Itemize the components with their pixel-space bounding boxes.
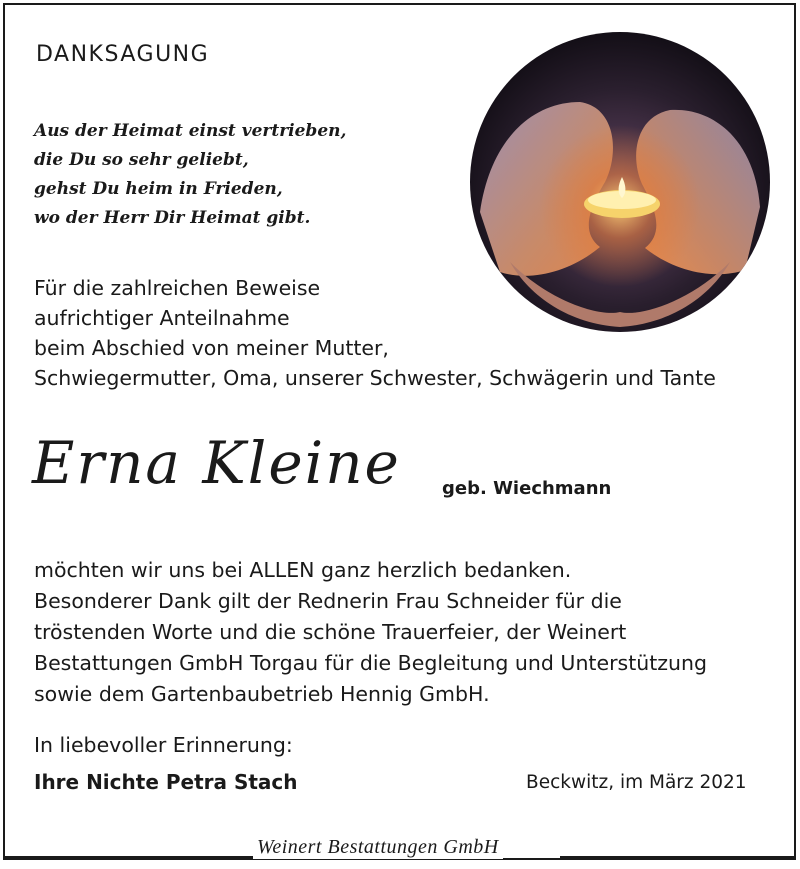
thanks-line: sowie dem Gartenbaubetrieb Hennig GmbH. [34,682,490,706]
deceased-name: Erna Kleine [32,429,401,497]
poem-line: gehst Du heim in Frieden, [34,179,283,199]
poem-line: wo der Herr Dir Heimat gibt. [34,208,311,228]
notice-heading: DANKSAGUNG [36,42,210,67]
thanks-line: Besonderer Dank gilt der Rednerin Frau Schneider für die [34,589,622,613]
intro-line: Für die zahlreichen Beweise [34,276,321,300]
birth-name: geb. Wiechmann [442,478,612,499]
closing-phrase: In liebevoller Erinnerung: [34,733,293,757]
thanks-line: möchten wir uns bei ALLEN ganz herzlich bedanken. [34,558,572,582]
intro-line: Schwiegermutter, Oma, unserer Schwester, Schwägerin und Tante [34,366,716,390]
intro-text [34,273,716,393]
funeral-home-signature: Weinert Bestattungen GmbH [253,836,503,859]
footer-rule-right [560,856,796,858]
intro-line: aufrichtiger Anteilnahme [34,306,290,330]
footer-rule-left [3,856,253,858]
poem-line: Aus der Heimat einst vertrieben, [34,121,347,141]
place-date: Beckwitz, im März 2021 [526,772,747,793]
thanks-line: Bestattungen GmbH Torgau für die Begleitung und Unterstützung [34,651,708,675]
poem-line: die Du so sehr geliebt, [34,150,249,170]
signer-name: Ihre Nichte Petra Stach [34,770,298,794]
thanks-line: tröstenden Worte und die schöne Trauerfeier, der Weinert [34,620,627,644]
intro-line: beim Abschied von meiner Mutter, [34,336,389,360]
poem [34,117,346,233]
thanks-text [34,555,707,710]
